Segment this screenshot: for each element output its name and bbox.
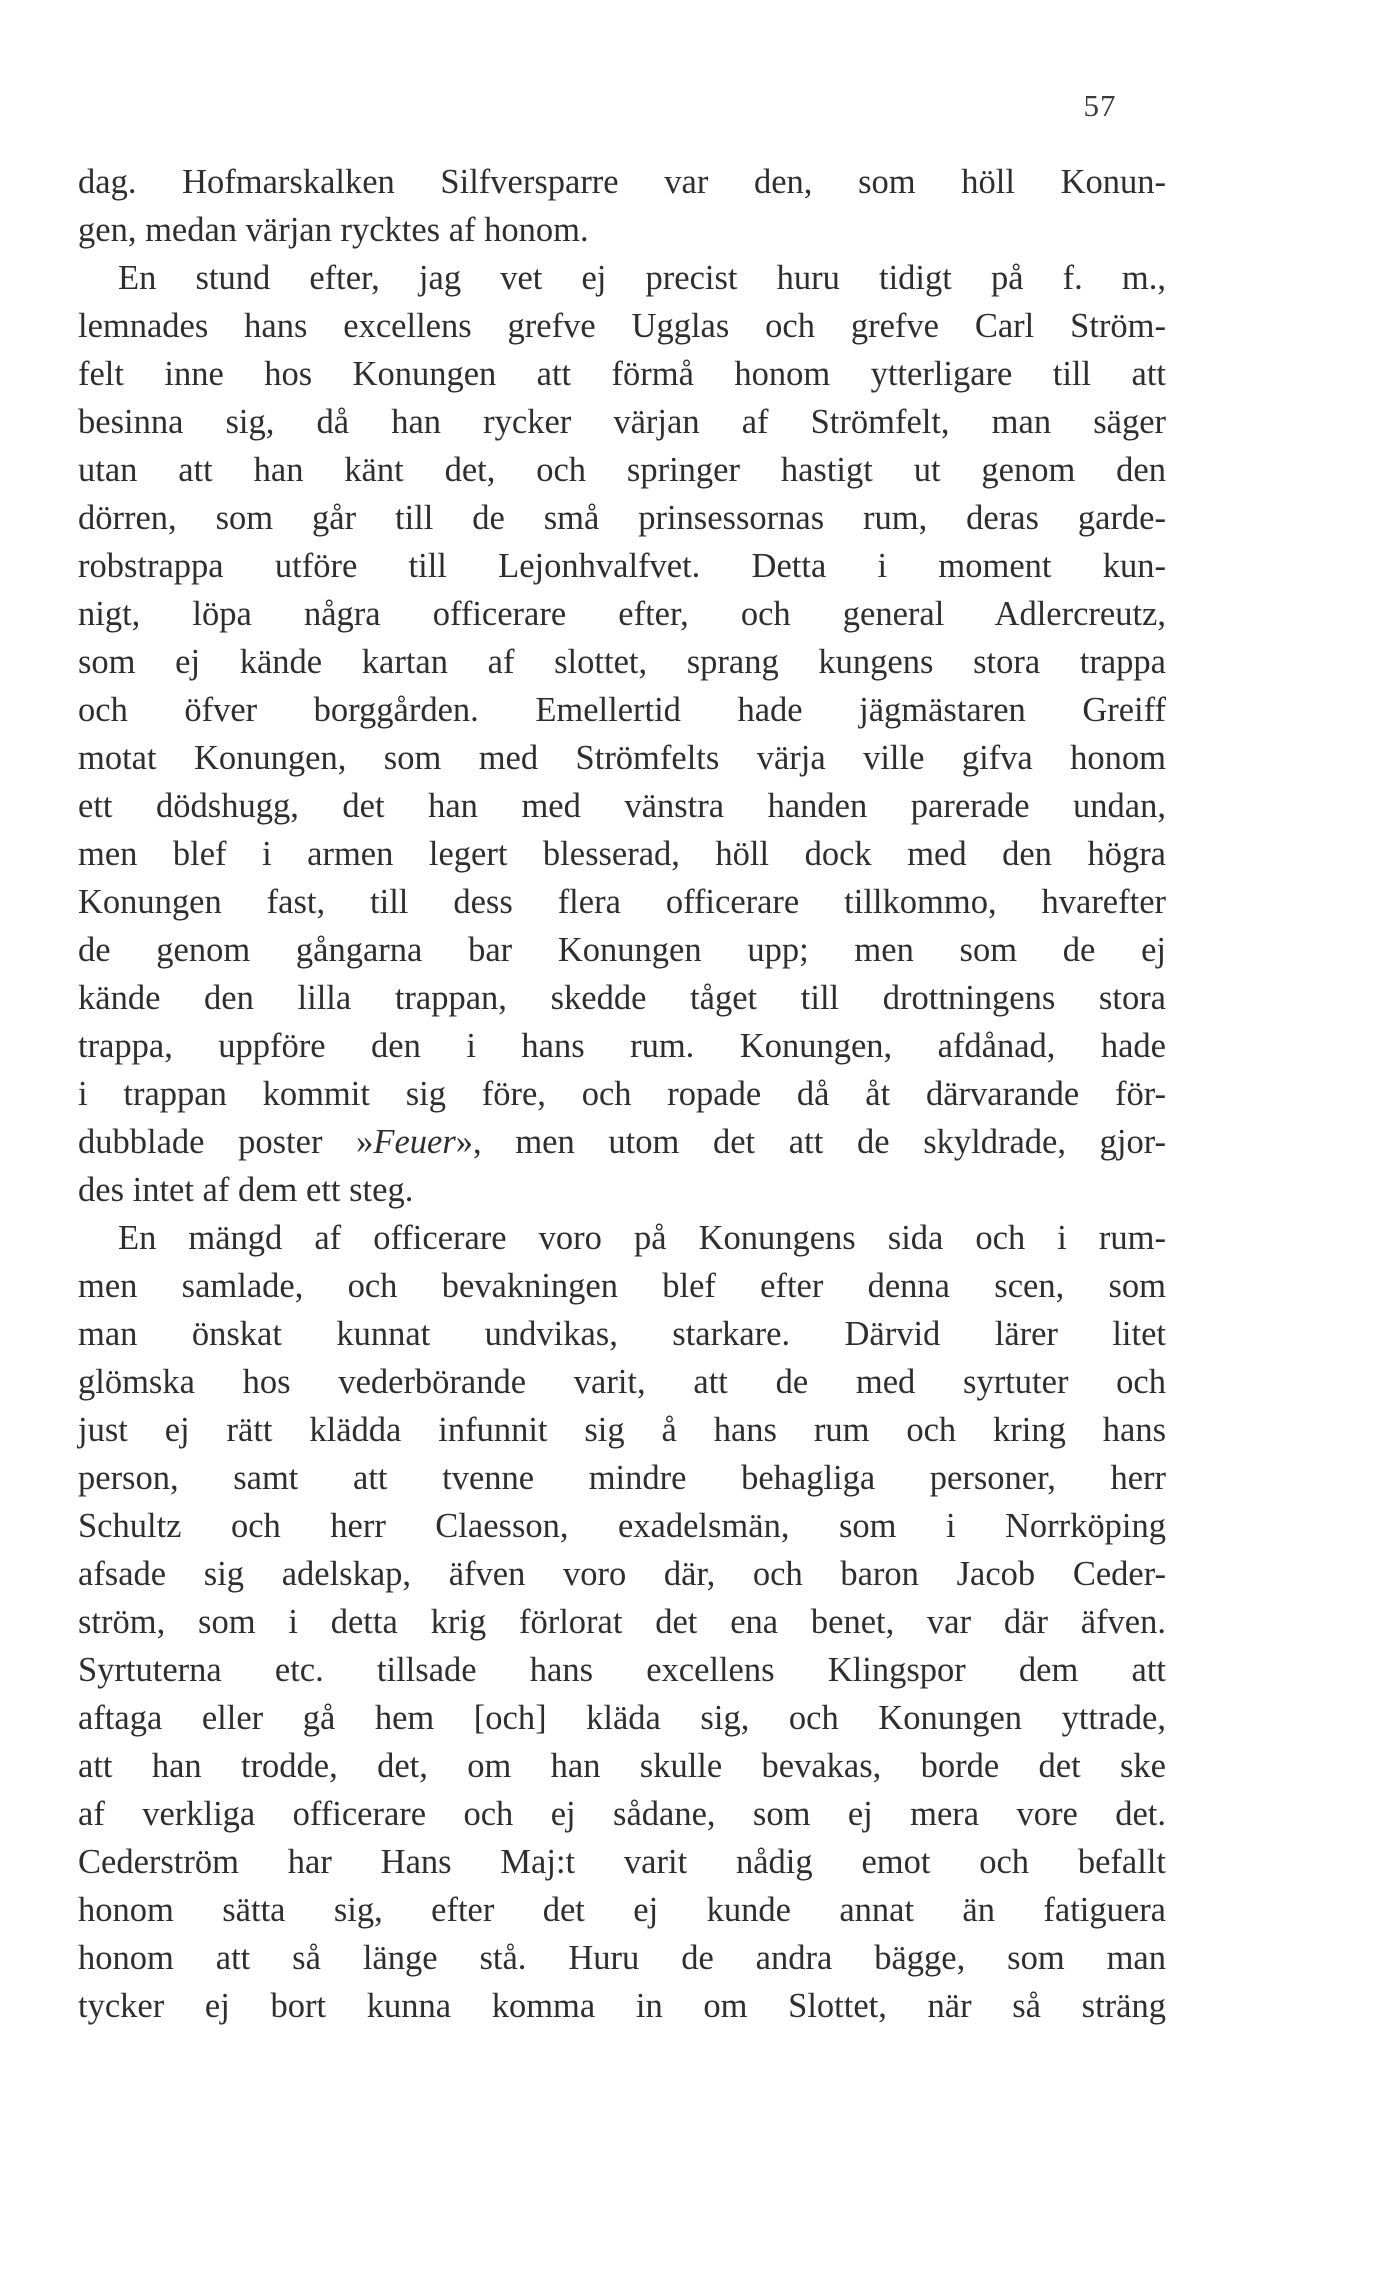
text-line: Konungen fast, till dess flera officerare tillkommo, hvarefter <box>78 883 1166 921</box>
text-line: kände den lilla trappan, skedde tåget till drottningens stora <box>78 979 1166 1017</box>
text-line: de genom gångarna bar Konungen upp; men som de ej <box>78 931 1166 969</box>
text-line: lemnades hans excellens grefve Ugglas och grefve Carl Ström- <box>78 307 1166 345</box>
text-line: dörren, som går till de små prinsessornas rum, deras garde- <box>78 499 1166 537</box>
text-line: des intet af dem ett steg. <box>78 1171 414 1209</box>
text-line: i trappan kommit sig före, och ropade då åt därvarande för- <box>78 1075 1166 1113</box>
text-line: men samlade, och bevakningen blef efter denna scen, som <box>78 1267 1166 1305</box>
text-line: dag. Hofmarskalken Silfversparre var den, som höll Konun- <box>78 163 1166 201</box>
text-line: gen, medan värjan rycktes af honom. <box>78 211 589 249</box>
text-line: man önskat kunnat undvikas, starkare. Därvid lärer litet <box>78 1315 1166 1353</box>
text-line: och öfver borggården. Emellertid hade jägmästaren Greiff <box>78 691 1166 729</box>
text-line: Schultz och herr Claesson, exadelsmän, som i Norrköping <box>78 1507 1166 1545</box>
text-line: tycker ej bort kunna komma in om Slottet, när så sträng <box>78 1987 1166 2025</box>
text-line: nigt, löpa några officerare efter, och general Adlercreutz, <box>78 595 1166 633</box>
text-line-start: dubblade poster » <box>78 1123 374 1161</box>
text-line: just ej rätt klädda infunnit sig å hans rum och kring hans <box>78 1411 1166 1449</box>
text-line: En mängd af officerare voro på Konungens sida och i rum- <box>118 1219 1166 1257</box>
text-line: af verkliga officerare och ej sådane, som ej mera vore det. <box>78 1795 1166 1833</box>
text-line <box>78 1118 1166 1166</box>
text-line: En stund efter, jag vet ej precist huru tidigt på f. m., <box>118 259 1166 297</box>
text-line: men blef i armen legert blesserad, höll dock med den högra <box>78 835 1166 873</box>
text-line: afsade sig adelskap, äfven voro där, och baron Jacob Ceder- <box>78 1555 1166 1593</box>
text-line: att han trodde, det, om han skulle bevakas, borde det ske <box>78 1747 1166 1785</box>
text-line: Cederström har Hans Maj:t varit nådig emot och befallt <box>78 1843 1166 1881</box>
text-line: Syrtuterna etc. tillsade hans excellens Klingspor dem att <box>78 1651 1166 1689</box>
page-number: 57 <box>1083 88 1117 123</box>
text-line: utan att han känt det, och springer hastigt ut genom den <box>78 451 1166 489</box>
text-line: aftaga eller gå hem [och] kläda sig, och Konungen yttrade, <box>78 1699 1166 1737</box>
text-line-end: », men utom det att de skyldrade, gjor- <box>455 1123 1166 1161</box>
text-line: motat Konungen, som med Strömfelts värja ville gifva honom <box>78 739 1166 777</box>
italic-word: Feuer <box>373 1123 456 1161</box>
text-line: person, samt att tvenne mindre behagliga personer, herr <box>78 1459 1166 1497</box>
text-line: honom att så länge stå. Huru de andra bägge, som man <box>78 1939 1166 1977</box>
text-line: felt inne hos Konungen att förmå honom ytterligare till att <box>78 355 1166 393</box>
text-line: ström, som i detta krig förlorat det ena benet, var där äfven. <box>78 1603 1166 1641</box>
body-text <box>78 158 1166 2030</box>
text-line: honom sätta sig, efter det ej kunde annat än fatiguera <box>78 1891 1166 1929</box>
text-line: glömska hos vederbörande varit, att de med syrtuter och <box>78 1363 1166 1401</box>
text-line: besinna sig, då han rycker värjan af Strömfelt, man säger <box>78 403 1166 441</box>
text-line: som ej kände kartan af slottet, sprang kungens stora trappa <box>78 643 1166 681</box>
text-line: robstrappa utföre till Lejonhvalfvet. Detta i moment kun- <box>78 547 1166 585</box>
text-line: ett dödshugg, det han med vänstra handen parerade undan, <box>78 787 1166 825</box>
text-line: trappa, uppföre den i hans rum. Konungen, afdånad, hade <box>78 1027 1166 1065</box>
